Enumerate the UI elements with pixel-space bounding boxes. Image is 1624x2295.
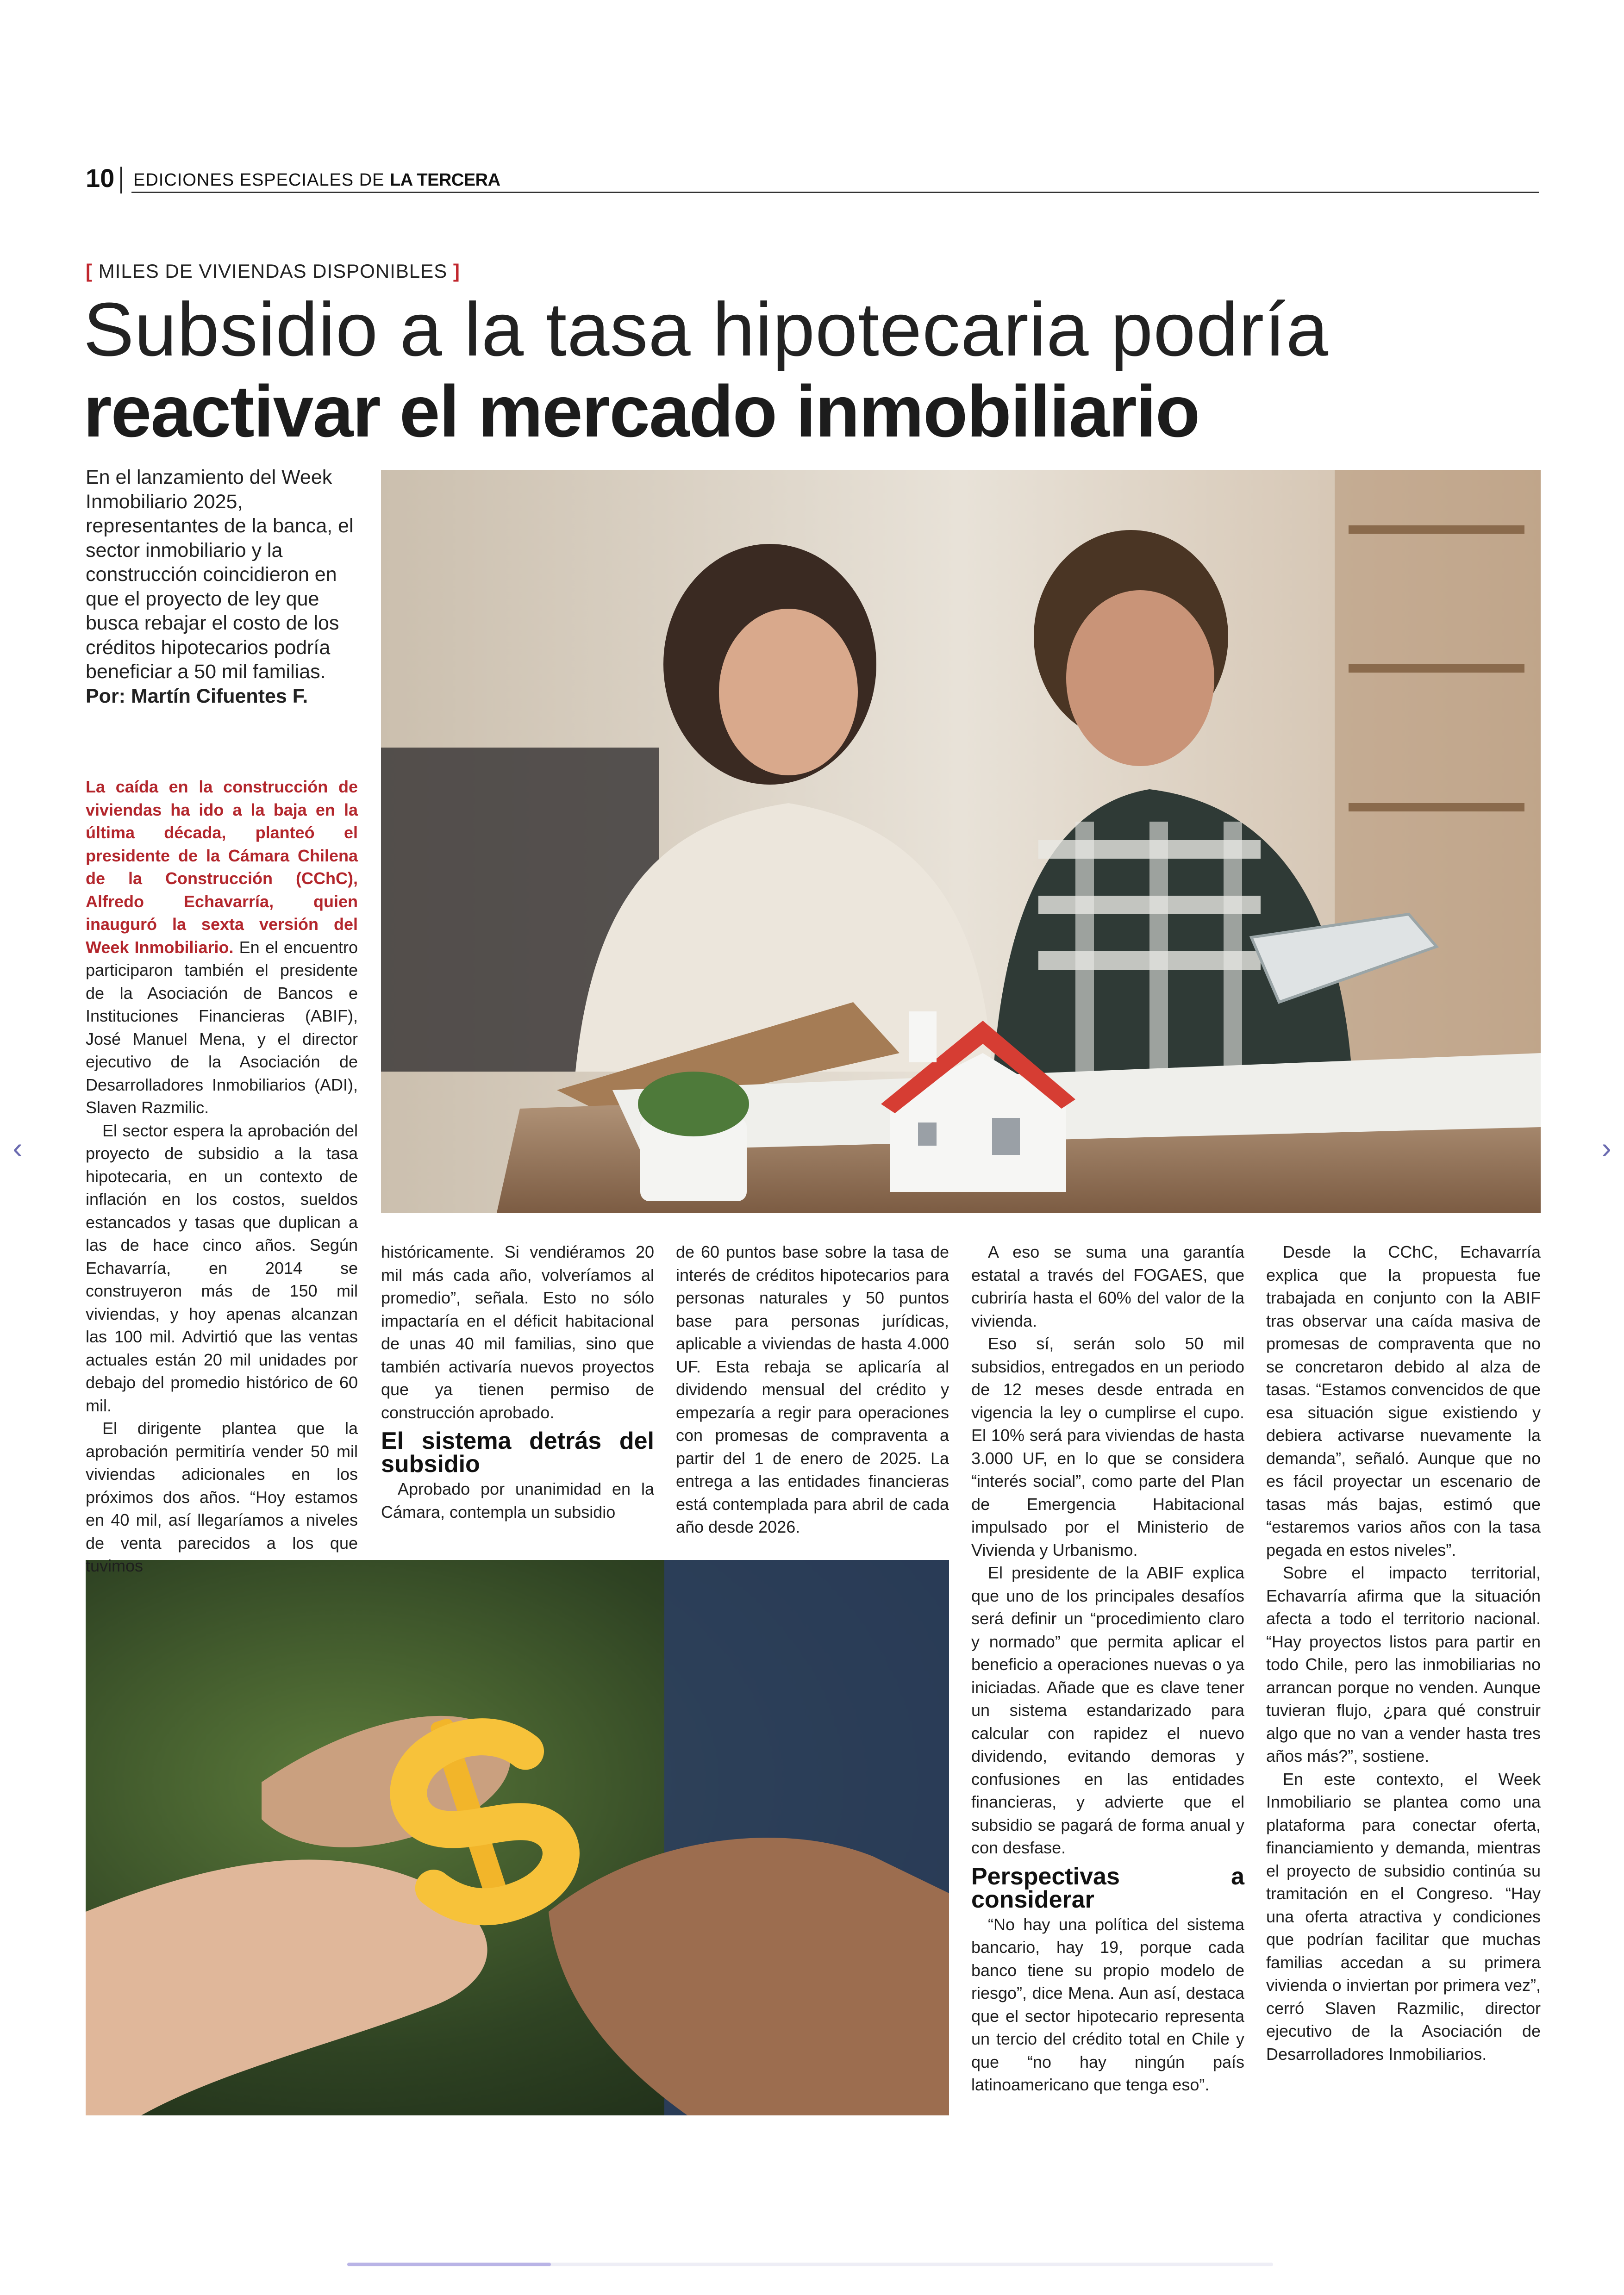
next-page-arrow-icon[interactable]: › [1601,1131,1612,1165]
headline-line-1: Subsidio a la tasa hipotecaria podría [83,287,1329,372]
col5-para-1: Desde la CChC, Echavarría explica que la propuesta fue trabajada en conjunto con la ABIF tras observar una caída masiva de promesas de compraventa que no se concretaron debido al alza de tasas. “Estamos convencidos de que esa situación sigue existiendo y debiera activarse nuevamente la demanda”, señaló. Aunque que no es fácil proyectar un escenario de tasas más bajas, estimó que “estaremos varios años con la tasa pegada en estos niveles”. [1266,1242,1541,1559]
lede-text: En el lanzamiento del Week Inmobiliario 2025, representantes de la banca, el sector inmobiliario y la construcción coincidieron en que el proyecto de ley que busca rebajar el costo de los créditos hipotecarios podría beneficiar a 50 mil familias. [86,466,354,683]
hands-dollar-photo [86,1560,949,2115]
column-5 [1266,1241,1541,2065]
col1-para-3: El dirigente plantea que la aprobación permitiría vender 50 mil viviendas adicionales en los próximos dos años. “Hoy estamos en 40 mil, así llegaríamos a niveles de venta parecidos a los que tuvimos [86,1419,358,1575]
lead-highlight: La caída en la construcción de viviendas ha ido a la baja en la última década, planteó el presidente de la Cámara Chilena de la Construcción (CChC), Alfredo Echavarría, quien inauguró la sexta versión del Week Inmobiliario. [86,777,358,957]
col1-para-2: El sector espera la aprobación del proyecto de subsidio a la tasa hipotecaria, en un contexto de inflación en los costos, sueldos estancados y tasas que duplican a las de hace cinco años. Según Echavarría, en 2014 se construyeron más de 150 mil viviendas, y hoy apenas alcanzan las 100 mil. Advirtió que las ventas actuales están 20 mil unidades por debajo del promedio histórico de 60 mil. [86,1121,358,1415]
col4-para-4: “No hay una política del sistema bancario, hay 19, porque cada banco tiene su propio modelo de riesgo”, dice Mena. Aun así, destaca que el sector hipotecario representa un tercio del crédito total en Chile y que “no hay ningún país latinoamericano que tenga eso”. [971,1915,1244,2094]
column-4 [971,1241,1244,2096]
col1-para-1 [86,775,358,1119]
main-photo [381,470,1541,1213]
section-label [133,170,500,190]
previous-page-arrow-icon[interactable]: ‹ [12,1131,23,1165]
col2-para-1: históricamente. Si vendiéramos 20 mil más cada año, volveríamos al promedio”, señala. Esto no sólo impactaría en el déficit habitacional de unas 40 mil familias, sino que también activaría nuevos proyectos que ya tienen permiso de construcción aprobado. [381,1242,654,1422]
byline: Por: Martín Cifuentes F. [86,685,308,707]
kicker-bracket-close: ] [453,260,460,282]
hands-dollar-illustration [86,1560,949,2115]
headline-line-2: reactivar el mercado inmobiliario [83,371,1199,452]
col2-para-2: Aprobado por unanimidad en la Cámara, contempla un subsidio [381,1479,654,1522]
col4-para-1: A eso se suma una garantía estatal a través del FOGAES, que cubriría hasta el 60% del valor de la vivienda. [971,1242,1244,1330]
column-1 [86,775,358,1578]
col3-para-1: de 60 puntos base sobre la tasa de interés de créditos hipotecarios para personas naturales y 50 puntos base para personas jurídicas, aplicable a viviendas de hasta 4.000 UF. Esta rebaja se aplicaría al dividendo mensual del crédito y empezaría a regir para operaciones con promesas de compraventa a partir del 1 de enero de 2025. La entrega a las entidades financieras está contemplada para abril de cada año desde 2026. [676,1242,949,1536]
page-scroll-thumb[interactable] [347,2263,551,2266]
header-rule [131,192,1539,193]
page-number: 10 [86,163,115,193]
header-divider [120,167,122,193]
lede [86,465,366,708]
col5-para-2: Sobre el impacto territorial, Echavarría afirma que la situación afecta a todo el territorio nacional. “Hay proyectos listos para partir en todo Chile, pero las inmobiliarias no arrancan porque no venden. Aunque tuvieran flujo, ¿para qué construir algo que no van a vender hasta tres años más?”, sostiene. [1266,1563,1541,1765]
brand-name: LA TERCERA [390,170,500,190]
column-3 [676,1241,949,1539]
kicker [86,260,460,282]
col4-para-2: Eso sí, serán solo 50 mil subsidios, entregados en un periodo de 12 meses desde entrada en vigencia la ley o cumplirse el cupo. El 10% será para viviendas de hasta 3.000 UF, en lo que se considera “interés social”, como parte del Plan de Emergencia Habitacional impulsado por el Ministerio de Vivienda y Urbanismo. [971,1334,1244,1559]
col1-para-1-rest: En el encuentro participaron también el presidente de la Asociación de Bancos e Instituciones Financieras (ABIF), José Manuel Mena, y el director ejecutivo de la Asociación de Desarrolladores Inmobiliarios (ADI), Slaven Razmilic. [86,937,358,1117]
kicker-bracket-open: [ [86,260,93,282]
kicker-text: MILES DE VIVIENDAS DISPONIBLES [98,260,448,282]
section-prefix: EDICIONES ESPECIALES DE [133,170,390,190]
subheading-sistema: El sistema detrás del subsidio [381,1428,654,1478]
couple-house-illustration [381,470,1541,1213]
subheading-perspectivas: Perspectivas a considerar [971,1863,1244,1913]
col5-para-3: En este contexto, el Week Inmobiliario se plantea como una plataforma para conectar oferta, financiamiento y demanda, mientras el proyecto de subsidio continúa su tramitación en el Congreso. “Hay una oferta atractiva y condiciones que podrían facilitar que muchas familias accedan a su primera vivienda o inviertan por primera vez”, cerró Slaven Razmilic, director ejecutivo de la Asociación de Desarrolladores Inmobiliarios. [1266,1769,1541,2064]
column-2 [381,1241,654,1523]
col4-para-3: El presidente de la ABIF explica que uno de los principales desafíos será definir un “procedimiento claro y normado” que permita aplicar el beneficio a operaciones nuevas o ya iniciadas. Añade que es clave tener un sistema estandarizado para calcular con rapidez el nuevo dividendo, evitando demoras y confusiones en las entidades financieras, y advierte que el subsidio se pagará de forma anual y con desfase. [971,1563,1244,1857]
